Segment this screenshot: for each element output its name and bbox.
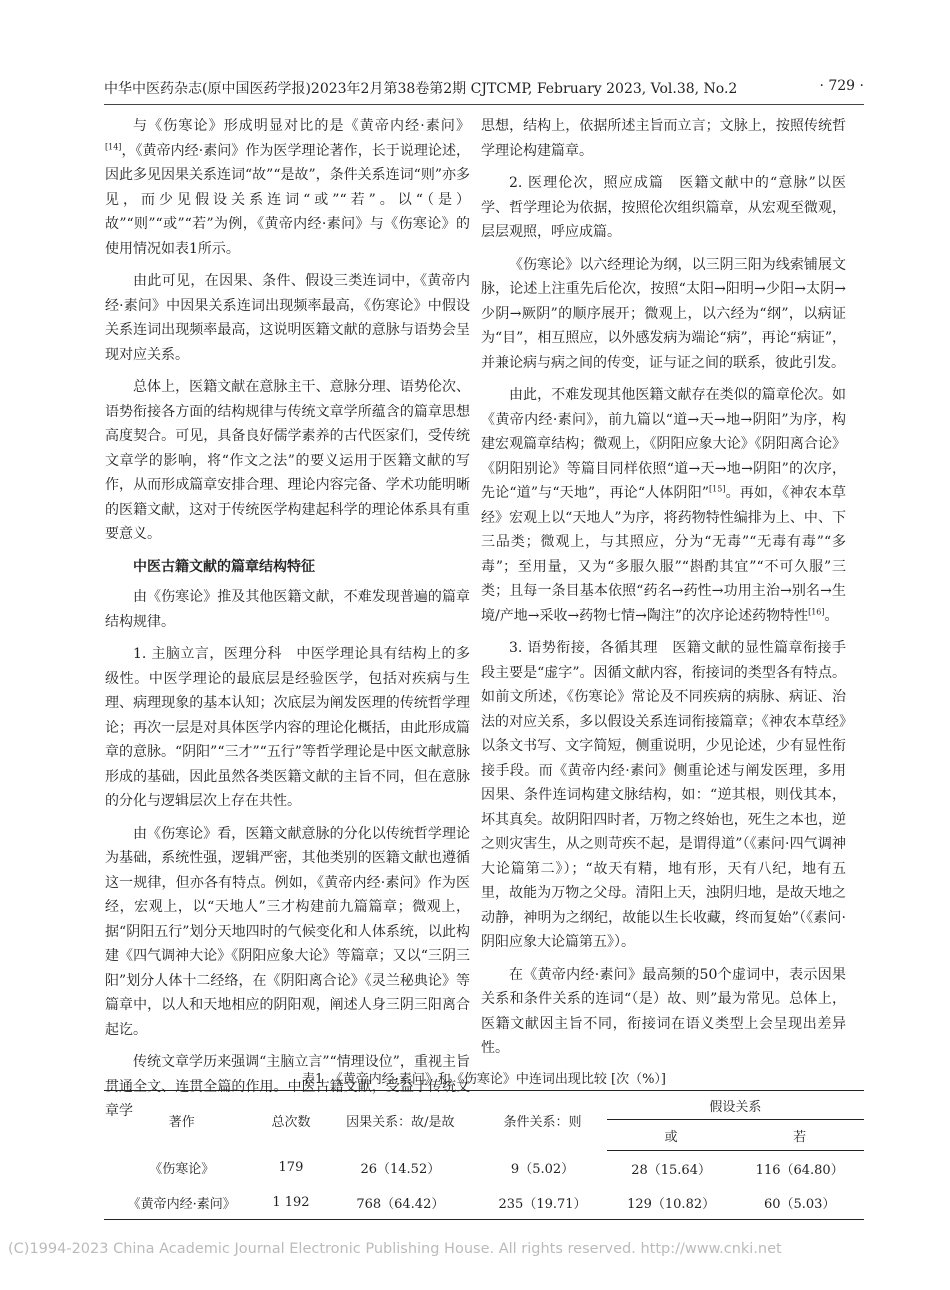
col-header-ruo: 若	[735, 1120, 864, 1151]
col-header-huo: 或	[607, 1120, 736, 1151]
table-row	[104, 1151, 864, 1186]
cell-cond: 235（19.71）	[478, 1185, 607, 1220]
col-header-cond: 条件关系：则	[478, 1091, 607, 1151]
col-header-work: 著作	[104, 1091, 259, 1151]
copyright-footer: (C)1994-2023 China Academic Journal Electronic Publishing House. All rights reserved. http://www.cnki.net	[8, 1241, 782, 1257]
cell-ruo: 116（64.80）	[755, 1162, 844, 1178]
col-header-cause: 因果关系：故/是故	[322, 1091, 478, 1151]
cell-ruo: 60（5.03）	[735, 1185, 864, 1220]
cell-cause: 26（14.52）	[360, 1162, 441, 1178]
cell-work: 《伤寒论》	[149, 1162, 215, 1178]
cell-huo: 28（15.64）	[631, 1162, 711, 1178]
journal-info: 中华中医药杂志(原中国医药学报)2023年2月第38卷第2期 CJTCMP, February 2023, Vol.38, No.2	[104, 81, 738, 97]
cell-total: 179	[278, 1160, 304, 1176]
cell-huo: 129（10.82）	[607, 1185, 736, 1220]
paragraph: 由此可见，在因果、条件、假设三类连词中，《黄帝内经·素问》中因果关系连词出现频率最高，《伤寒论》中假设关系连词出现频率最高，这说明医籍文献的意脉与语势会呈现对应关系。	[105, 273, 470, 363]
col-header-hyp: 假设关系	[607, 1091, 864, 1120]
paragraph: 思想，结构上，依据所述主旨而立言；文脉上，按照传统哲学理论构建篇章。	[481, 118, 846, 159]
paragraph: 传统文章学历来强调“主脑立言”“情理设位”，重视主旨贯通全文、连贯全篇的作用。中医古籍文献，受益于传统文章学	[105, 1054, 470, 1119]
col-header-total: 总次数	[259, 1091, 322, 1151]
citation-ref[interactable]: [16]	[808, 606, 825, 616]
paragraph: 2. 医理伦次，照应成篇 医籍文献中的“意脉”以医学、哲学理论为依据，按照伦次组织篇章，从宏观至微观，层层观照，呼应成篇。	[481, 175, 846, 240]
citation-ref[interactable]: [14]	[105, 141, 122, 151]
cell-cause: 768（64.42）	[322, 1185, 478, 1220]
page-number: · 729 ·	[819, 78, 864, 94]
section-heading: 中医古籍文献的篇章结构特征	[133, 558, 315, 575]
citation-ref[interactable]: [15]	[709, 484, 726, 494]
paragraph: 总体上，医籍文献在意脉主干、意脉分理、语势伦次、语势衔接各方面的结构规律与传统文章学所蕴含的篇章思想高度契合。可见，具备良好儒学素养的古代医家们，受传统文章学的影响，将“作文之法”的要义运用于医籍文献的写作，从而形成篇章安排合理、理论内容完备、学术功能明晰的医籍文献，这对于传统医学构建起科学的理论体系具有重要意义。	[105, 379, 470, 542]
paragraph: 由《伤寒论》推及其他医籍文献，不难发现普遍的篇章结构规律。	[105, 589, 470, 630]
paragraph: 《伤寒论》以六经理论为纲，以三阴三阳为线索铺展文脉，论述上注重先后伦次，按照“太阳→阳明→少阳→太阴→少阴→厥阴”的顺序展开；微观上，以六经为“纲”，以病证为“目”，相互照应，以外感发病为端论“病”，再论“病证”，并兼论病与病之间的传变，证与证之间的联系，彼此引发。	[481, 256, 846, 371]
left-column	[105, 114, 470, 1132]
header-rule	[104, 104, 864, 105]
running-header	[104, 78, 864, 104]
table-caption: 表1 《黄帝内经·素问》和《伤寒论》中连词出现比较 [次（%）]	[301, 1072, 667, 1087]
paragraph: 由《伤寒论》看，医籍文献意脉的分化以传统哲学理论为基础，系统性强，逻辑严密，其他类别的医籍文献也遵循这一规律，但亦各有特点。例如，《黄帝内经·素问》作为医经，宏观上，以“天地人”三才构建前九篇篇章；微观上，据“阴阳五行”划分天地四时的气候变化和人体系统，以此构建《四气调神大论》《阴阳应象大论》等篇章；又以“三阴三阳”划分人体十二经络，在《阴阳离合论》《灵兰秘典论》等篇章中，以人和天地相应的阴阳观，阐述人身三阴三阳离合起讫。	[105, 825, 470, 1038]
paragraph: 由此，不难发现其他医籍文献存在类似的篇章伦次。如《黄帝内经·素问》，前九篇以“道→天→地→阴阳”为序，构建宏观篇章结构；微观上，《阴阳应象大论》《阴阳离合论》《阴阳别论》等篇目同样依照“道→天→地→阴阳”的次序，先论“道”与“天地”，再论“人体阴阳”[15]。再如，《神农本草经》宏观上以“天地人”为序，将药物特性编排为上、中、下三品类；微观上，与其照应，分为“无毒”“无毒有毒”“多毒”；至用量，又为“多服久服”“斟酌其宜”“不可久服”三类；且每一条目基本依照“药名→药性→功用主治→别名→生境/产地→采收→药物七情→陶注”的次序论述药物特性[16]。	[481, 387, 846, 624]
cell-work: 《黄帝内经·素问》	[104, 1185, 259, 1220]
paragraph: 3. 语势衔接，各循其理 医籍文献的显性篇章衔接手段主要是“虚字”。因循文献内容，衔接词的类型各有特点。如前文所述，《伤寒论》常论及不同疾病的病脉、病证、治法的对应关系，多以假设关系连词衔接篇章；《神农本草经》以条文书写、文字简短，侧重说明，少见论述，少有显性衔接手段。而《黄帝内经·素问》侧重论述与阐发医理，多用因果、条件连词构建文脉结构，如：“逆其根，则伐其本，坏其真矣。故阴阳四时者，万物之终始也，死生之本也，逆之则灾害生，从之则苛疾不起，是谓得道”（《素问·四气调神大论篇第二》）；“故天有精，地有形，天有八纪，地有五里，故能为万物之父母。清阳上天，浊阴归地，是故天地之动静，神明为之纲纪，故能以生长收藏，终而复始”（《素问·阴阳应象大论篇第五》）。	[481, 640, 846, 950]
table-row	[104, 1185, 864, 1220]
paragraph: 1. 主脑立言，医理分科 中医学理论具有结构上的多级性。中医学理论的最底层是经验医学，包括对疾病与生理、病理现象的基本认知；次底层为阐发医理的传统哲学理论；再次一层是对具体医学内容的理论化概括，由此形成篇章的意脉。“阴阳”“三才”“五行”等哲学理论是中医文献意脉形成的基础，因此虽然各类医籍文献的主旨不同，但在意脉的分化与逻辑层次上存在共性。	[105, 646, 470, 809]
conjunction-table	[104, 1090, 864, 1220]
right-column	[481, 114, 846, 1069]
cell-total: 1 192	[259, 1185, 322, 1220]
cell-cond: 9（5.02）	[510, 1162, 575, 1178]
paragraph: 与《伤寒论》形成明显对比的是《黄帝内经·素问》[14]，《黄帝内经·素问》作为医学理论著作，长于说理论述，因此多见因果关系连词“故”“是故”，条件关系连词“则”亦多见，而少见假设关系连词“或”“若”。以“（是）故”“则”“或”“若”为例，《黄帝内经·素问》与《伤寒论》的使用情况如表1所示。	[105, 118, 470, 257]
paragraph: 在《黄帝内经·素问》最高频的50个虚词中，表示因果关系和条件关系的连词“（是）故、则”最为常见。总体上，医籍文献因主旨不同，衔接词在语义类型上会呈现出差异性。	[481, 966, 846, 1056]
